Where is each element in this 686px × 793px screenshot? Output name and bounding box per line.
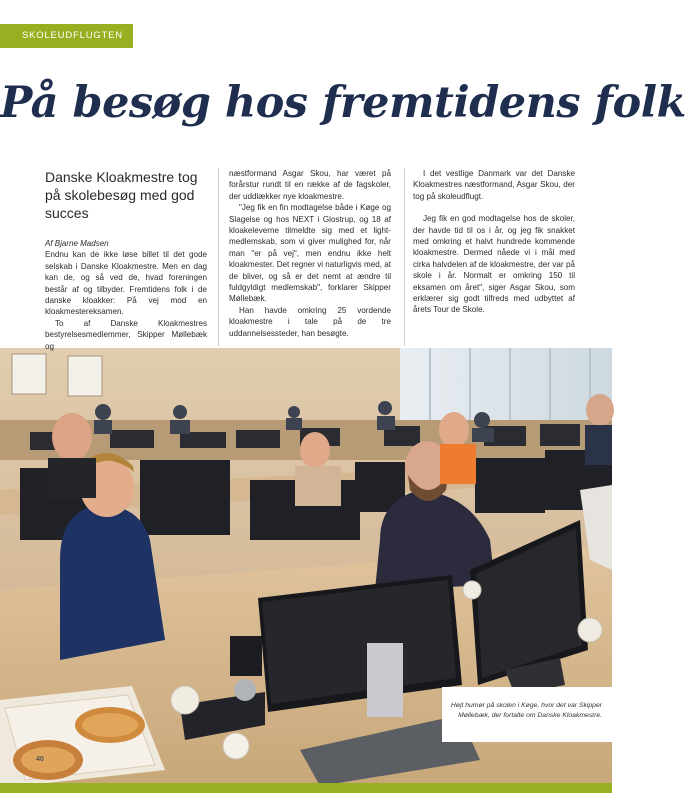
paragraph: I det vestlige Danmark var det Danske Kloakmestres næstformand, Asgar Skou, der tog på skoleudflugt. — [413, 169, 575, 201]
paragraph: To af Danske Kloakmestres bestyrelsesmedlemmer, Skipper Møllebæk og — [45, 318, 207, 351]
paragraph: Han havde omkring 25 vordende kloakmestre i tale på de tre uddannelsessteder, han besøgte. — [229, 305, 391, 338]
column-divider — [404, 168, 405, 346]
section-tag: SKOLEUDFLUGTEN — [0, 24, 133, 48]
paragraph: Endnu kan de ikke løse billet til det gode selskab i Danske Kloakmestre. Men en dag kan de, og så ved de, hvad foreningen består af og tilbyder. Fremtidens folk i de danske kloakker: På vej mod en kloakmestereksamen. — [45, 250, 207, 317]
paragraph: næstformand Asgar Skou, har været på forårstur rundt til en række af de fagskoler, der uddlækker nye kloakmestre. — [229, 169, 391, 201]
article-column-3 — [413, 168, 575, 316]
article-deck: Danske Kloakmestre tog på skolebesøg med god succes — [45, 169, 198, 221]
article-byline: Af Bjarne Madsen — [45, 239, 109, 248]
column-divider — [218, 168, 219, 346]
bottom-accent-bar — [0, 783, 612, 793]
paragraph: "Jeg fik en fin modtagelse både i Køge og Slagelse og hos NEXT i Glostrup, og 18 af kloakeleverne tilmeldte sig med et light-medlemskab, som vi giver mulighed for, når man "er på vej", men endnu ikke helt kloakmester. Det regner vi naturligvis med, at de bliver, og så er det nemt at ændre til fuldgyldigt medlemskab", forklarer Skipper Møllebæk. — [229, 203, 391, 304]
page-number: 40 — [36, 756, 44, 763]
page-title: På besøg hos fremtidens folk — [0, 78, 686, 128]
paragraph: Jeg fik en god modtagelse hos de skoler, der havde tid til os i år, og jeg fik snakket med omkring et halvt hundrede kommende kloakmestre. Dermed nåede vi i mål med cirka halvdelen af de kloakmestre, der var på skole i år. Normalt er omkring 150 til eksamen om året", siger Asgar Skou, som erklærer sig godt tilfreds med udbyttet af årets Tour de Skole. — [413, 214, 575, 315]
article-column-2 — [229, 168, 391, 339]
photo-caption: Højt humør på skolen i Køge, hvor det var Skipper Møllebæk, der fortalte om Danske Kloakmestre. — [442, 687, 612, 742]
article-column-1 — [45, 168, 207, 352]
